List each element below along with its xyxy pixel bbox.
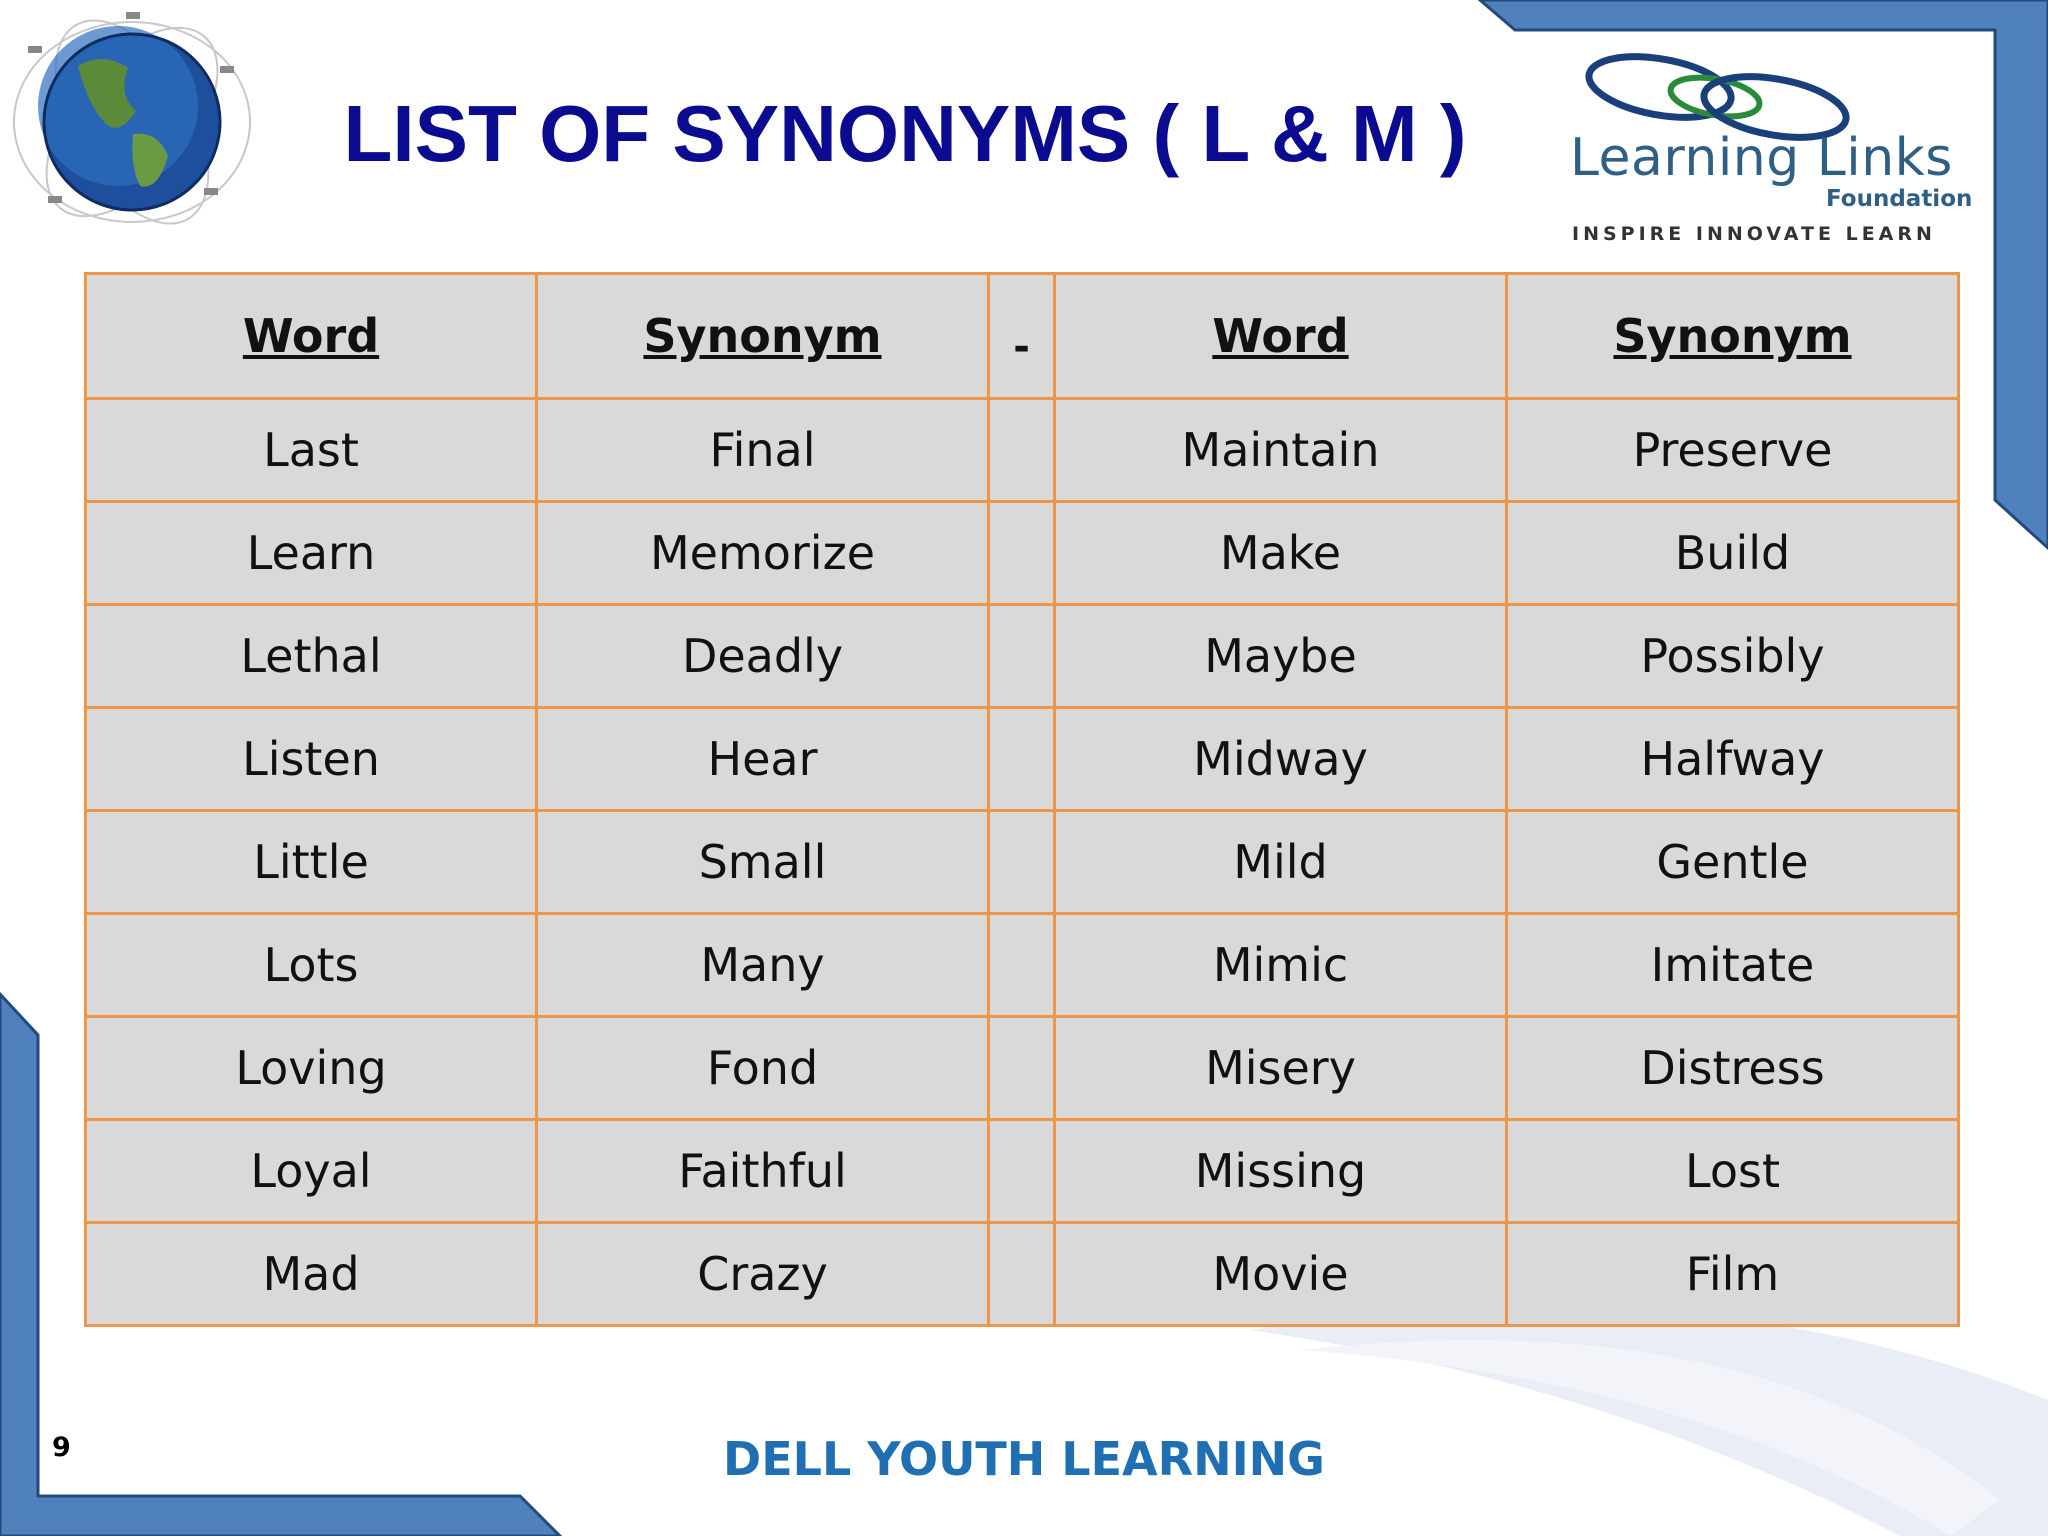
table-row	[86, 811, 1959, 914]
cell-word-m: Midway	[1055, 708, 1507, 811]
cell-synonym-m: Gentle	[1507, 811, 1959, 914]
cell-synonym-l: Hear	[537, 708, 989, 811]
cell-synonym-m: Build	[1507, 502, 1959, 605]
table-row	[86, 708, 1959, 811]
cell-synonym-l: Crazy	[537, 1223, 989, 1326]
cell-word-l: Listen	[86, 708, 537, 811]
header-word-m: Word	[1055, 274, 1507, 399]
cell-synonym-m: Film	[1507, 1223, 1959, 1326]
cell-word-l: Loyal	[86, 1120, 537, 1223]
cell-synonym-l: Fond	[537, 1017, 989, 1120]
cell-word-m: Movie	[1055, 1223, 1507, 1326]
cell-synonym-l: Small	[537, 811, 989, 914]
cell-synonym-m: Possibly	[1507, 605, 1959, 708]
cell-word-l: Lots	[86, 914, 537, 1017]
table-row	[86, 1120, 1959, 1223]
header-synonym-l: Synonym	[537, 274, 989, 399]
cell-synonym-m: Imitate	[1507, 914, 1959, 1017]
cell-word-m: Maintain	[1055, 399, 1507, 502]
cell-word-l: Learn	[86, 502, 537, 605]
cell-synonym-l: Many	[537, 914, 989, 1017]
cell-synonym-m: Lost	[1507, 1120, 1959, 1223]
cell-synonym-l: Memorize	[537, 502, 989, 605]
cell-word-l: Loving	[86, 1017, 537, 1120]
cell-separator	[989, 1017, 1055, 1120]
cell-synonym-l: Faithful	[537, 1120, 989, 1223]
logo-subtitle: Foundation	[1826, 186, 1973, 212]
synonyms-table	[84, 272, 1960, 1327]
cell-separator	[989, 399, 1055, 502]
header-synonym-m: Synonym	[1507, 274, 1959, 399]
cell-synonym-l: Deadly	[537, 605, 989, 708]
cell-separator	[989, 708, 1055, 811]
slide-title: LIST OF SYNONYMS ( L & M )	[343, 89, 1467, 178]
cell-synonym-m: Halfway	[1507, 708, 1959, 811]
cell-separator	[989, 1223, 1055, 1326]
header-separator: -	[989, 274, 1055, 399]
cell-word-m: Maybe	[1055, 605, 1507, 708]
cell-separator	[989, 1120, 1055, 1223]
table-row	[86, 1223, 1959, 1326]
cell-separator	[989, 605, 1055, 708]
table-row	[86, 914, 1959, 1017]
table-row	[86, 399, 1959, 502]
cell-synonym-m: Preserve	[1507, 399, 1959, 502]
logo-tagline: INSPIRE INNOVATE LEARN	[1572, 223, 1936, 245]
page-number: 9	[52, 1432, 71, 1463]
cell-synonym-m: Distress	[1507, 1017, 1959, 1120]
table-header-row	[86, 274, 1959, 399]
cell-separator	[989, 811, 1055, 914]
cell-separator	[989, 502, 1055, 605]
globe-satellite-icon	[8, 6, 256, 238]
logo-name: Learning Links	[1570, 128, 1953, 188]
table-row	[86, 605, 1959, 708]
cell-word-l: Last	[86, 399, 537, 502]
cell-word-m: Make	[1055, 502, 1507, 605]
cell-word-l: Lethal	[86, 605, 537, 708]
cell-word-m: Misery	[1055, 1017, 1507, 1120]
cell-synonym-l: Final	[537, 399, 989, 502]
cell-separator	[989, 914, 1055, 1017]
table-row	[86, 502, 1959, 605]
cell-word-m: Mild	[1055, 811, 1507, 914]
cell-word-m: Missing	[1055, 1120, 1507, 1223]
cell-word-l: Little	[86, 811, 537, 914]
table-row	[86, 1017, 1959, 1120]
cell-word-m: Mimic	[1055, 914, 1507, 1017]
footer-text: DELL YOUTH LEARNING	[723, 1432, 1325, 1486]
header-word-l: Word	[86, 274, 537, 399]
cell-word-l: Mad	[86, 1223, 537, 1326]
